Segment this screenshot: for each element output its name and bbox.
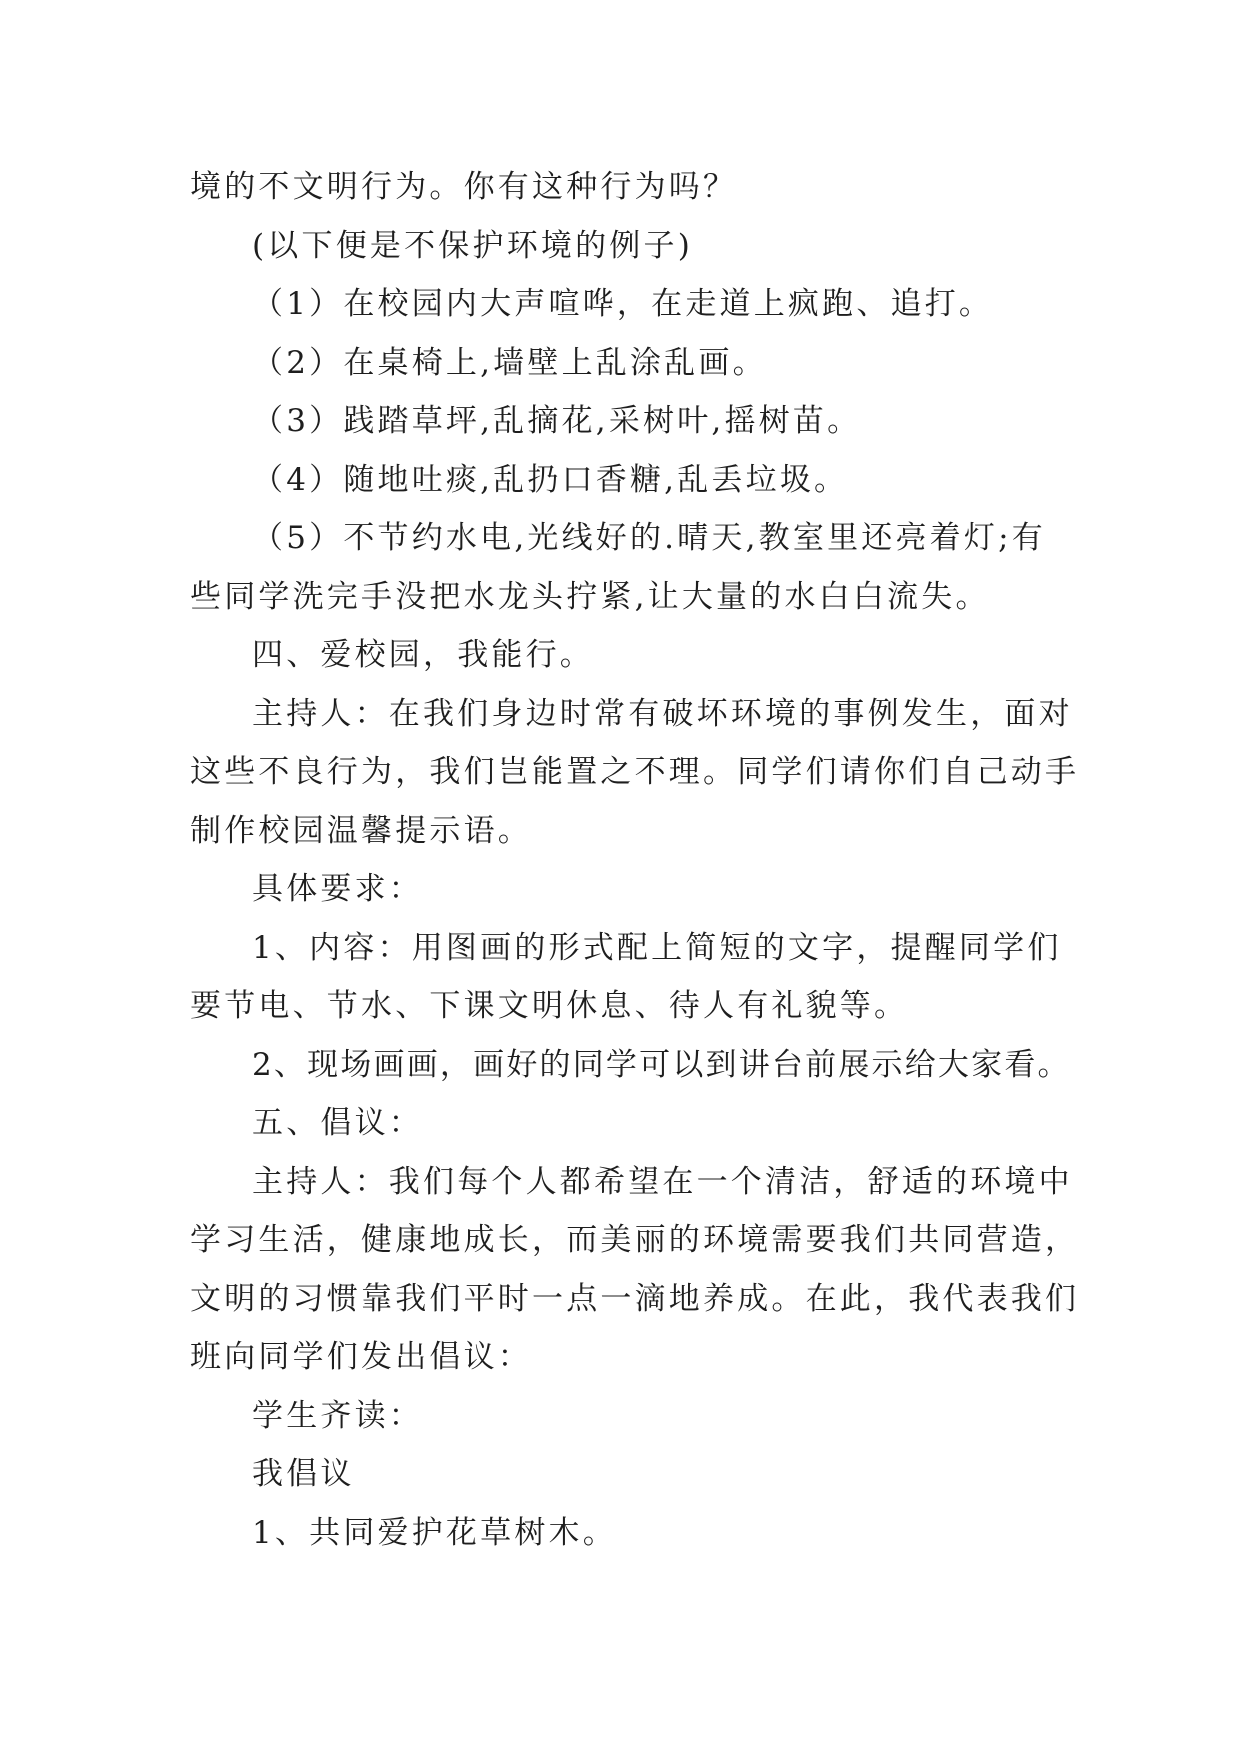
list-item: （1）在校园内大声喧哗，在走道上疯跑、追打。 <box>252 286 994 322</box>
list-item: （4）随地吐痰,乱扔口香糖,乱丢垃圾。 <box>252 461 849 498</box>
list-item: （2）在桌椅上,墙壁上乱涂乱画。 <box>252 344 767 381</box>
paragraph: 学生齐读： <box>252 1397 423 1434</box>
paragraph: 主持人：在我们身边时常有破坏环境的事例发生，面对这些不良行为，我们岂能置之不理。同学们请你们自己动手制作校园温馨提示语。 <box>190 695 1080 849</box>
list-item: （3）践踏草坪,乱摘花,采树叶,摇树苗。 <box>252 403 862 439</box>
list-item: （5）不节约水电,光线好的.晴天,教室里还亮着灯;有些同学洗完手没把水龙头拧紧,让大量的水白白流失。 <box>190 520 1046 615</box>
paragraph: 境的不文明行为。你有这种行为吗？ <box>190 169 738 205</box>
section-heading: 五、倡议： <box>252 1105 423 1141</box>
paragraph: 主持人：我们每个人都希望在一个清洁，舒适的环境中学习生活，健康地成长，而美丽的环境需要我们共同营造，文明的习惯靠我们平时一点一滴地养成。在此，我代表我们班向同学们发出倡议： <box>190 1163 1080 1375</box>
list-item: 1、共同爱护花草树木。 <box>252 1514 617 1551</box>
document-body <box>190 158 1080 1562</box>
paragraph: 我倡议 <box>252 1456 355 1492</box>
list-item: 1、内容：用图画的形式配上简短的文字，提醒同学们要节电、节水、下课文明休息、待人有礼貌等。 <box>190 929 1062 1024</box>
paragraph: 具体要求： <box>252 871 423 907</box>
paragraph: (以下便是不保护环境的例子) <box>252 227 693 264</box>
list-item: 2、现场画画，画好的同学可以到讲台前展示给大家看。 <box>252 1046 1071 1083</box>
section-heading: 四、爱校园，我能行。 <box>252 637 594 673</box>
